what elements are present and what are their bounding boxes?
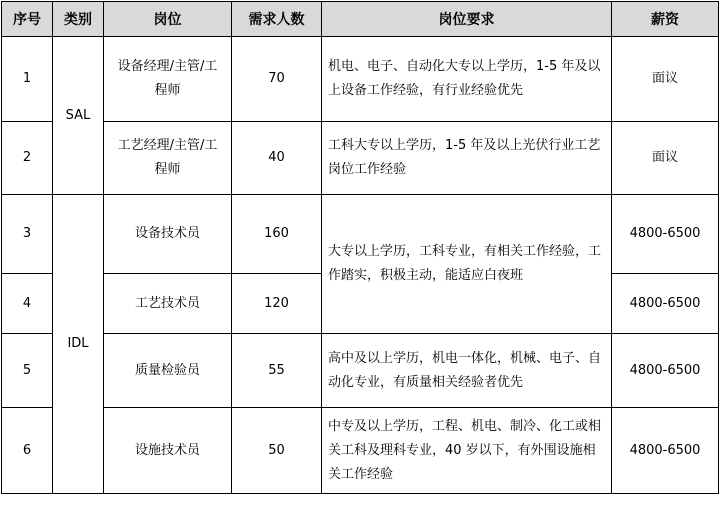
row-number: 5: [2, 334, 53, 408]
salary-cell: 面议: [612, 37, 719, 122]
count-cell: 55: [232, 334, 322, 408]
row-number: 6: [2, 408, 53, 494]
header-salary: 薪资: [612, 2, 719, 37]
count-cell: 40: [232, 122, 322, 195]
position-cell: 设备技术员: [104, 195, 232, 274]
count-cell: 50: [232, 408, 322, 494]
table-row: [2, 408, 719, 494]
recruitment-table: [1, 1, 719, 494]
position-cell: 质量检验员: [104, 334, 232, 408]
count-cell: 120: [232, 274, 322, 334]
header-position: 岗位: [104, 2, 232, 37]
salary-cell: 4800-6500: [612, 195, 719, 274]
salary-cell: 4800-6500: [612, 334, 719, 408]
requirement-cell: 机电、电子、自动化大专以上学历，1-5 年及以上设备工作经验，有行业经验优先: [322, 37, 612, 122]
requirement-cell: 工科大专以上学历，1-5 年及以上光伏行业工艺岗位工作经验: [322, 122, 612, 195]
category-idl: IDL: [53, 195, 104, 494]
header-category: 类别: [53, 2, 104, 37]
salary-cell: 4800-6500: [612, 408, 719, 494]
category-sal: SAL: [53, 37, 104, 195]
table-row: [2, 334, 719, 408]
header-requirement: 岗位要求: [322, 2, 612, 37]
position-cell: 设备经理/主管/工程师: [104, 37, 232, 122]
row-number: 3: [2, 195, 53, 274]
count-cell: 160: [232, 195, 322, 274]
header-row: [2, 2, 719, 37]
header-count: 需求人数: [232, 2, 322, 37]
row-number: 4: [2, 274, 53, 334]
table-row: [2, 122, 719, 195]
position-cell: 工艺经理/主管/工程师: [104, 122, 232, 195]
position-cell: 工艺技术员: [104, 274, 232, 334]
table-row: [2, 37, 719, 122]
requirement-cell: 大专以上学历，工科专业，有相关工作经验，工作踏实，积极主动，能适应白夜班: [322, 195, 612, 334]
salary-cell: 面议: [612, 122, 719, 195]
header-seq: 序号: [2, 2, 53, 37]
position-cell: 设施技术员: [104, 408, 232, 494]
salary-cell: 4800-6500: [612, 274, 719, 334]
count-cell: 70: [232, 37, 322, 122]
row-number: 2: [2, 122, 53, 195]
requirement-cell: 高中及以上学历，机电一体化，机械、电子、自动化专业，有质量相关经验者优先: [322, 334, 612, 408]
row-number: 1: [2, 37, 53, 122]
requirement-cell: 中专及以上学历，工程、机电、制冷、化工或相关工科及理科专业，40 岁以下，有外围设施相关工作经验: [322, 408, 612, 494]
table-row: [2, 195, 719, 274]
